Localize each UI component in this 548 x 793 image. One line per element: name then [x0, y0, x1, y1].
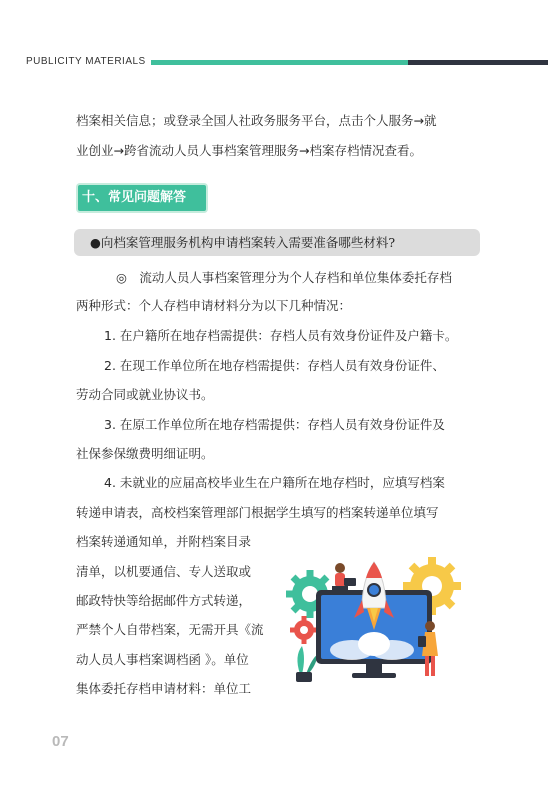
intro-line-2: 业创业→跨省流动人员人事档案管理服务→档案存档情况查看。 [76, 143, 422, 158]
answer-line: 劳动合同或就业协议书。 [76, 387, 214, 402]
gear-icon [290, 616, 318, 644]
answer-line: 3. 在原工作单位所在地存档需提供：存档人员有效身份证件及 [104, 417, 445, 432]
answer-line: 两种形式：个人存档申请材料分为以下几种情况： [76, 298, 352, 313]
header-label: PUBLICITY MATERIALS [26, 56, 146, 67]
header-accent-bar [151, 60, 408, 65]
answer-line: 2. 在现工作单位所在地存档需提供：存档人员有效身份证件、 [104, 358, 445, 373]
answer-line: 动人员人事档案调档函 》。单位 [76, 652, 249, 667]
plant-icon [296, 646, 318, 682]
answer-line: 社保参保缴费明细证明。 [76, 446, 214, 461]
answer-line: 转递申请表，高校档案管理部门根据学生填写的档案转递单位填写 [76, 505, 439, 520]
header-dark-bar [408, 60, 548, 65]
answer-line: 严禁个人自带档案，无需开具《流 [76, 622, 264, 637]
rocket-launch-illustration [282, 546, 472, 686]
answer-line: 4. 未就业的应届高校毕业生在户籍所在地存档时，应填写档案 [104, 475, 445, 490]
answer-line: 1. 在户籍所在地存档需提供：存档人员有效身份证件及户籍卡。 [104, 328, 458, 343]
intro-line-1: 档案相关信息；或登录全国人社政务服务平台，点击个人服务→就 [76, 113, 437, 128]
section-heading: 十、常见问题解答 [78, 185, 206, 211]
answer-line: 集体委托存档申请材料：单位工 [76, 681, 252, 696]
person-with-laptop-icon [332, 563, 356, 590]
question-text: ●向档案管理服务机构申请档案转入需要准备哪些材料? [90, 235, 396, 250]
page-number: 07 [52, 733, 69, 750]
answer-line: ◎ 流动人员人事档案管理分为个人存档和单位集体委托存档 [116, 270, 452, 285]
answer-line: 邮政特快等给据邮件方式转递， [76, 593, 252, 608]
answer-line: 清单，以机要通信、专人送取或 [76, 564, 252, 579]
answer-line: 档案转递通知单，并附档案目录 [76, 534, 252, 549]
